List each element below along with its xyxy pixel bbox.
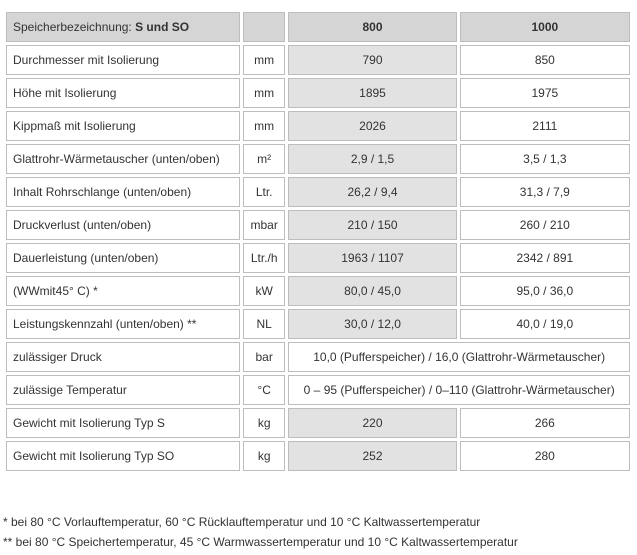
row-label: Gewicht mit Isolierung Typ SO	[6, 441, 240, 471]
table-row	[6, 408, 630, 438]
table-header-row	[6, 12, 630, 42]
row-value-800: 80,0 / 45,0	[288, 276, 456, 306]
row-value-800: 210 / 150	[288, 210, 456, 240]
row-unit: m²	[243, 144, 285, 174]
row-unit: mm	[243, 78, 285, 108]
table-row	[6, 441, 630, 471]
table-row	[6, 309, 630, 339]
row-unit: mm	[243, 45, 285, 75]
row-unit: Ltr.	[243, 177, 285, 207]
footnote-2: ** bei 80 °C Speichertemperatur, 45 °C Warmwassertemperatur und 10 °C Kaltwassertemperatur	[3, 535, 518, 549]
header-col-1000: 1000	[460, 12, 630, 42]
row-value-1000: 95,0 / 36,0	[460, 276, 630, 306]
table-row	[6, 243, 630, 273]
row-value-800: 220	[288, 408, 456, 438]
row-label: Durchmesser mit Isolierung	[6, 45, 240, 75]
row-label-dauerleistung-sub: (WWmit45° C) *	[6, 276, 240, 306]
spec-table	[3, 9, 633, 474]
header-col-800: 800	[288, 12, 456, 42]
table-row	[6, 78, 630, 108]
footnotes	[3, 512, 518, 552]
header-label-prefix: Speicherbezeichnung:	[13, 20, 136, 34]
table-row	[6, 375, 630, 405]
row-label: zulässiger Druck	[6, 342, 240, 372]
header-unit-cell	[243, 12, 285, 42]
row-value-1000: 40,0 / 19,0	[460, 309, 630, 339]
row-value-800: 252	[288, 441, 456, 471]
row-value-1000: 1975	[460, 78, 630, 108]
row-unit: mbar	[243, 210, 285, 240]
row-value-800: 1963 / 1107	[288, 243, 456, 273]
table-row	[6, 276, 630, 306]
row-unit: kg	[243, 408, 285, 438]
table-row	[6, 111, 630, 141]
row-unit: Ltr./h	[243, 243, 285, 273]
row-value-1000: 850	[460, 45, 630, 75]
row-value-800: 30,0 / 12,0	[288, 309, 456, 339]
row-value-1000: 31,3 / 7,9	[460, 177, 630, 207]
row-unit: bar	[243, 342, 285, 372]
row-label-dauerleistung: Dauerleistung (unten/oben)	[6, 243, 240, 273]
row-value-1000: 280	[460, 441, 630, 471]
footnote-1: * bei 80 °C Vorlauftemperatur, 60 °C Rücklauftemperatur und 10 °C Kaltwassertemperatur	[3, 515, 481, 529]
row-value-800: 790	[288, 45, 456, 75]
table-row	[6, 177, 630, 207]
row-label: Kippmaß mit Isolierung	[6, 111, 240, 141]
row-value-1000: 260 / 210	[460, 210, 630, 240]
row-value-merged: 10,0 (Pufferspeicher) / 16,0 (Glattrohr-Wärmetauscher)	[288, 342, 630, 372]
row-value-800: 2,9 / 1,5	[288, 144, 456, 174]
row-unit: kW	[243, 276, 285, 306]
row-value-800: 2026	[288, 111, 456, 141]
row-label: Gewicht mit Isolierung Typ S	[6, 408, 240, 438]
row-value-merged: 0 – 95 (Pufferspeicher) / 0–110 (Glattrohr-Wärmetauscher)	[288, 375, 630, 405]
row-value-800: 26,2 / 9,4	[288, 177, 456, 207]
row-unit: mm	[243, 111, 285, 141]
row-value-1000: 2111	[460, 111, 630, 141]
row-label: Inhalt Rohrschlange (unten/oben)	[6, 177, 240, 207]
row-label: zulässige Temperatur	[6, 375, 240, 405]
row-label: Höhe mit Isolierung	[6, 78, 240, 108]
table-row	[6, 210, 630, 240]
row-unit: °C	[243, 375, 285, 405]
row-label: Druckverlust (unten/oben)	[6, 210, 240, 240]
row-value-1000: 266	[460, 408, 630, 438]
table-row	[6, 342, 630, 372]
header-label-bold: S und SO	[135, 20, 190, 34]
row-unit: NL	[243, 309, 285, 339]
header-label	[6, 12, 240, 42]
row-value-1000: 3,5 / 1,3	[460, 144, 630, 174]
row-value-1000: 2342 / 891	[460, 243, 630, 273]
row-label: Leistungskennzahl (unten/oben) **	[6, 309, 240, 339]
table-row	[6, 144, 630, 174]
row-unit: kg	[243, 441, 285, 471]
table-row	[6, 45, 630, 75]
row-label: Glattrohr-Wärmetauscher (unten/oben)	[6, 144, 240, 174]
row-value-800: 1895	[288, 78, 456, 108]
